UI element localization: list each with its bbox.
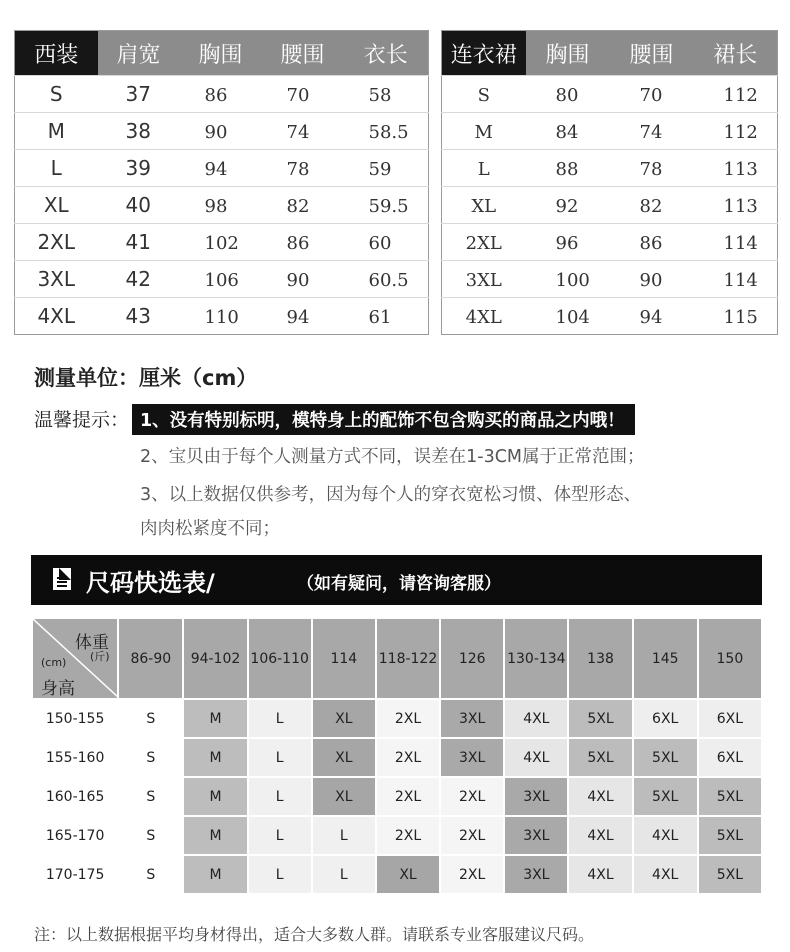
cell-value: 94 — [286, 307, 310, 328]
recommended-size-cell: 4XL — [633, 816, 698, 855]
size-row — [15, 298, 429, 335]
measure-cell — [180, 76, 262, 113]
size-label-cell — [442, 187, 526, 224]
weight-header-cell: 145 — [633, 618, 698, 699]
quick-table-header — [32, 618, 762, 699]
quick-table-row — [32, 699, 762, 738]
cell-value: 114 — [723, 233, 758, 254]
recommended-size-cell: 2XL — [440, 816, 504, 855]
cell-value: 41 — [125, 230, 151, 254]
height-range-cell: 150-155 — [32, 699, 118, 738]
weight-header-cell: 138 — [568, 618, 632, 699]
weight-header-cell: 94-102 — [183, 618, 247, 699]
cell-value: 74 — [286, 122, 310, 143]
recommended-size-cell: L — [248, 699, 312, 738]
size-label-cell — [442, 150, 526, 187]
cell-value: 96 — [555, 233, 579, 254]
dress-size-table — [441, 30, 778, 335]
height-range-cell: 170-175 — [32, 855, 118, 894]
cell-value: 90 — [639, 270, 663, 291]
height-range-cell: 155-160 — [32, 738, 118, 777]
measure-cell — [610, 261, 694, 298]
quick-select-banner — [31, 555, 762, 605]
measure-cell — [262, 113, 344, 150]
cell-value: 86 — [639, 233, 663, 254]
recommended-size-cell: 3XL — [504, 777, 568, 816]
size-row — [442, 187, 778, 224]
cell-value: 3XL — [37, 267, 76, 291]
measure-cell — [526, 224, 610, 261]
size-label-cell — [15, 76, 98, 113]
size-label-cell — [442, 224, 526, 261]
size-row — [15, 150, 429, 187]
recommended-size-cell: M — [183, 738, 247, 777]
size-row — [442, 76, 778, 113]
cell-value: 100 — [555, 270, 590, 291]
cell-value: 39 — [125, 156, 151, 180]
recommended-size-cell: 4XL — [504, 738, 568, 777]
recommended-size-cell: 2XL — [376, 738, 440, 777]
quick-size-table — [31, 617, 763, 895]
measure-cell — [180, 187, 262, 224]
recommended-size-cell: L — [248, 777, 312, 816]
cell-value: 2XL — [465, 233, 502, 254]
measure-cell — [180, 261, 262, 298]
cell-value: 86 — [286, 233, 310, 254]
corner-weight-unit: (斤) — [90, 650, 110, 663]
recommended-size-cell: 5XL — [698, 855, 762, 894]
recommended-size-cell: 2XL — [376, 699, 440, 738]
weight-header-cell: 106-110 — [248, 618, 312, 699]
size-label-cell — [442, 76, 526, 113]
cell-value: XL — [471, 196, 497, 217]
size-row — [15, 224, 429, 261]
recommended-size-cell: 6XL — [698, 699, 762, 738]
size-row — [15, 261, 429, 298]
cell-value: 2XL — [37, 230, 76, 254]
measure-cell — [98, 150, 180, 187]
recommended-size-cell: M — [183, 699, 247, 738]
banner-title: 尺码快选表/ — [86, 569, 215, 597]
cell-value: 59 — [368, 159, 392, 180]
cell-value: 90 — [204, 122, 228, 143]
height-range-cell: 165-170 — [32, 816, 118, 855]
height-range-cell: 160-165 — [32, 777, 118, 816]
size-label-cell — [15, 224, 98, 261]
weight-header-cell: 150 — [698, 618, 762, 699]
cell-value: 58.5 — [368, 122, 409, 143]
size-row — [442, 224, 778, 261]
cell-value: S — [49, 82, 63, 106]
measure-cell — [610, 187, 694, 224]
size-label-cell — [15, 261, 98, 298]
recommended-size-cell: L — [312, 816, 376, 855]
size-row — [15, 113, 429, 150]
tip-4: 肉肉松紧度不同； — [140, 519, 280, 539]
recommended-size-cell: L — [248, 816, 312, 855]
suit-header-cell: 腰围 — [262, 31, 344, 76]
corner-weight-label: 体重 — [75, 633, 109, 653]
measure-cell — [694, 261, 778, 298]
recommended-size-cell: S — [118, 855, 183, 894]
recommended-size-cell: 6XL — [698, 738, 762, 777]
recommended-size-cell: S — [118, 699, 183, 738]
suit-table-header — [15, 31, 429, 76]
measure-cell — [610, 224, 694, 261]
cell-value: 102 — [204, 233, 239, 254]
quick-table-row — [32, 816, 762, 855]
cell-value: M — [47, 119, 65, 143]
cell-value: 78 — [639, 159, 663, 180]
size-label-cell — [15, 187, 98, 224]
recommended-size-cell: 3XL — [440, 699, 504, 738]
measure-cell — [180, 113, 262, 150]
recommended-size-cell: 5XL — [633, 777, 698, 816]
quick-table-corner — [32, 618, 118, 699]
measure-cell — [694, 298, 778, 335]
measure-cell — [262, 76, 344, 113]
recommended-size-cell: 5XL — [698, 816, 762, 855]
recommended-size-cell: XL — [312, 777, 376, 816]
cell-value: 113 — [723, 196, 758, 217]
size-row — [15, 187, 429, 224]
measure-cell — [526, 298, 610, 335]
cell-value: 86 — [204, 85, 228, 106]
cell-value: 74 — [639, 122, 663, 143]
quick-table-row — [32, 738, 762, 777]
measure-cell — [526, 113, 610, 150]
weight-header-cell: 126 — [440, 618, 504, 699]
cell-value: 92 — [555, 196, 579, 217]
measure-cell — [344, 224, 429, 261]
cell-value: 98 — [204, 196, 228, 217]
cell-value: 4XL — [37, 304, 76, 328]
recommended-size-cell: L — [248, 738, 312, 777]
recommended-size-cell: L — [312, 855, 376, 894]
size-label-cell — [15, 150, 98, 187]
recommended-size-cell: 5XL — [698, 777, 762, 816]
recommended-size-cell: 4XL — [568, 777, 632, 816]
cell-value: 4XL — [465, 307, 502, 328]
footnote: 注：以上数据根据平均身材得出，适合大多数人群。请联系专业客服建议尺码。 — [34, 925, 595, 944]
cell-value: 3XL — [465, 270, 502, 291]
cell-value: 59.5 — [368, 196, 409, 217]
measure-cell — [610, 150, 694, 187]
size-label-cell — [15, 298, 98, 335]
measure-cell — [262, 150, 344, 187]
cell-value: 80 — [555, 85, 579, 106]
banner-subtitle: （如有疑问，请咨询客服） — [297, 574, 501, 594]
recommended-size-cell: 4XL — [568, 816, 632, 855]
measure-cell — [610, 76, 694, 113]
dress-header-cell: 裙长 — [694, 31, 778, 76]
cell-value: 60.5 — [368, 270, 409, 291]
measure-cell — [526, 187, 610, 224]
measure-cell — [180, 224, 262, 261]
recommended-size-cell: M — [183, 816, 247, 855]
recommended-size-cell: 2XL — [376, 777, 440, 816]
weight-header-cell: 86-90 — [118, 618, 183, 699]
measure-cell — [694, 187, 778, 224]
cell-value: 88 — [555, 159, 579, 180]
measure-cell — [262, 187, 344, 224]
recommended-size-cell: S — [118, 738, 183, 777]
recommended-size-cell: S — [118, 816, 183, 855]
recommended-size-cell: 6XL — [633, 699, 698, 738]
measure-cell — [98, 224, 180, 261]
measure-cell — [180, 298, 262, 335]
cell-value: 110 — [204, 307, 239, 328]
measure-cell — [98, 261, 180, 298]
recommended-size-cell: M — [183, 855, 247, 894]
suit-size-table — [14, 30, 429, 335]
cell-value: XL — [43, 193, 69, 217]
suit-header-cell: 肩宽 — [98, 31, 180, 76]
dress-header-cell: 连衣裙 — [442, 31, 526, 76]
cell-value: 112 — [723, 122, 758, 143]
quick-table-row — [32, 777, 762, 816]
recommended-size-cell: XL — [312, 738, 376, 777]
cell-value: 82 — [286, 196, 310, 217]
cell-value: 38 — [125, 119, 151, 143]
cell-value: 70 — [639, 85, 663, 106]
measure-cell — [262, 224, 344, 261]
recommended-size-cell: 2XL — [376, 816, 440, 855]
cell-value: 70 — [286, 85, 310, 106]
recommended-size-cell: 4XL — [504, 699, 568, 738]
cell-value: 94 — [204, 159, 228, 180]
recommended-size-cell: XL — [312, 699, 376, 738]
tip-3: 3、以上数据仅供参考，因为每个人的穿衣宽松习惯、体型形态、 — [140, 485, 642, 505]
cell-value: L — [50, 156, 62, 180]
recommended-size-cell: 2XL — [440, 777, 504, 816]
size-row — [442, 113, 778, 150]
cell-value: 112 — [723, 85, 758, 106]
cell-value: 115 — [723, 307, 758, 328]
cell-value: 94 — [639, 307, 663, 328]
cell-value: 60 — [368, 233, 392, 254]
cell-value: 37 — [125, 82, 151, 106]
measurement-unit: 测量单位：厘米（cm） — [34, 366, 258, 390]
recommended-size-cell: 3XL — [504, 816, 568, 855]
recommended-size-cell: L — [248, 855, 312, 894]
dress-header-cell: 腰围 — [610, 31, 694, 76]
cell-value: 114 — [723, 270, 758, 291]
cell-value: 78 — [286, 159, 310, 180]
suit-header-cell: 胸围 — [180, 31, 262, 76]
recommended-size-cell: 5XL — [568, 699, 632, 738]
cell-value: 104 — [555, 307, 590, 328]
cell-value: 40 — [125, 193, 151, 217]
document-icon — [53, 568, 71, 590]
cell-value: 43 — [125, 304, 151, 328]
measure-cell — [610, 113, 694, 150]
cell-value: 106 — [204, 270, 239, 291]
cell-value: 90 — [286, 270, 310, 291]
recommended-size-cell: 5XL — [633, 738, 698, 777]
cell-value: L — [477, 159, 490, 180]
measure-cell — [344, 113, 429, 150]
size-label-cell — [442, 113, 526, 150]
cell-value: 58 — [368, 85, 392, 106]
measure-cell — [98, 76, 180, 113]
measure-cell — [526, 76, 610, 113]
measure-cell — [98, 187, 180, 224]
measure-cell — [180, 150, 262, 187]
size-row — [442, 150, 778, 187]
recommended-size-cell: XL — [376, 855, 440, 894]
measure-cell — [344, 187, 429, 224]
measure-cell — [262, 261, 344, 298]
measure-cell — [98, 113, 180, 150]
size-row — [15, 76, 429, 113]
cell-value: 113 — [723, 159, 758, 180]
suit-header-cell: 西装 — [15, 31, 98, 76]
cell-value: 84 — [555, 122, 579, 143]
measure-cell — [694, 76, 778, 113]
measure-cell — [344, 261, 429, 298]
recommended-size-cell: 4XL — [568, 855, 632, 894]
quick-table-row — [32, 855, 762, 894]
cell-value: M — [474, 122, 493, 143]
suit-header-cell: 衣长 — [344, 31, 429, 76]
measure-cell — [694, 113, 778, 150]
recommended-size-cell: 5XL — [568, 738, 632, 777]
measure-cell — [344, 298, 429, 335]
recommended-size-cell: 2XL — [440, 855, 504, 894]
tip-1: 1、没有特别标明，模特身上的配饰不包含购买的商品之内哦！ — [132, 404, 635, 435]
measure-cell — [694, 224, 778, 261]
cell-value: 61 — [368, 307, 392, 328]
recommended-size-cell: 3XL — [504, 855, 568, 894]
dress-header-cell: 胸围 — [526, 31, 610, 76]
recommended-size-cell: 4XL — [633, 855, 698, 894]
measure-cell — [262, 298, 344, 335]
tip-2: 2、宝贝由于每个人测量方式不同，误差在1-3CM属于正常范围； — [140, 447, 645, 467]
measure-cell — [344, 150, 429, 187]
weight-header-cell: 130-134 — [504, 618, 568, 699]
cell-value: S — [477, 85, 490, 106]
measure-cell — [98, 298, 180, 335]
size-label-cell — [15, 113, 98, 150]
recommended-size-cell: 3XL — [440, 738, 504, 777]
measure-cell — [610, 298, 694, 335]
weight-header-cell: 118-122 — [376, 618, 440, 699]
size-label-cell — [442, 261, 526, 298]
measure-cell — [344, 76, 429, 113]
size-label-cell — [442, 298, 526, 335]
corner-height-unit: (cm) — [41, 656, 67, 669]
weight-header-cell: 114 — [312, 618, 376, 699]
tip-label: 温馨提示： — [34, 409, 130, 431]
measure-cell — [526, 261, 610, 298]
measure-cell — [526, 150, 610, 187]
recommended-size-cell: S — [118, 777, 183, 816]
corner-height-label: 身高 — [41, 679, 75, 699]
cell-value: 42 — [125, 267, 151, 291]
measure-cell — [694, 150, 778, 187]
size-row — [442, 261, 778, 298]
cell-value: 82 — [639, 196, 663, 217]
size-row — [442, 298, 778, 335]
recommended-size-cell: M — [183, 777, 247, 816]
dress-table-header — [442, 31, 778, 76]
